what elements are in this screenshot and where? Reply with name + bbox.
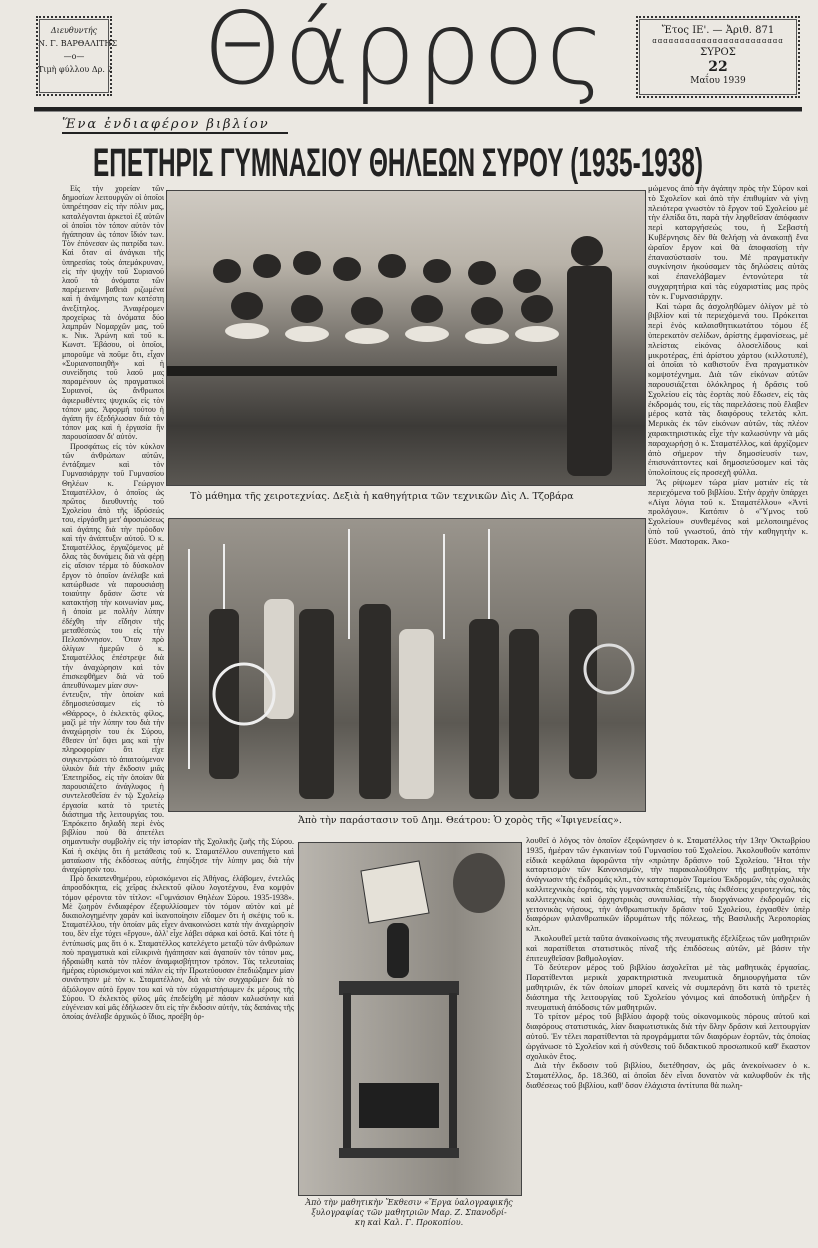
price: Τιμὴ φύλλου Δρ. 2 bbox=[38, 65, 113, 74]
photo-3-caption-line: Ἀπὸ τὴν μαθητικὴν Ἔκθεσιν «Ἔργα ὑαλογραφικῆς bbox=[305, 1198, 513, 1207]
paragraph: λουθεῖ ὁ λόγος τὸν ὁποῖον ἐξεφώνησεν ὁ κ. Σταματέλλος τὴν 13ην Ὀκτωβρίου 1935, ἡμέραν τῶν ἐγκαινίων τοῦ Γυμνασίου τοῦ Σχολείου. Ἀκολουθοῦν κατόπιν εἰδικὰ κεφάλαια ἀφορῶντα τὴν «πρώτην δρᾶσιν» τοῦ Σχολείου. Ἤτοι τὴν καταρτισμὸν τῶν Κανονισμῶν, τὴν παρακολούθησιν τῆς μαθητρίας, τὴν ἀνάγνωσιν τῆς ἐκδρομάς κλπ., τὸν καταρτισμὸν Ταμείου Ἐκδρομῶν, τὰς σχολικὰς καλλιτεχνικὰς ἑορτάς, τὰς γυμναστικὰς ἐπιδείξεις, τὰς ἐκθέσεις χειροτεχνίας, τὰς καλλιτεχνικὰς καὶ ὀρχηστρικὰς συναυλίας, τὴν διοργάνωσιν ἐκδρομῶν εἰς γειτονικὰς νήσους, τὴν ἀνθρωπιστικὴν δρᾶσιν τοῦ Σχολείου, ἐργασθὲν ὑπὲρ διαφόρων φιλανθρωπικῶν ἱδρυμάτων τῆς πόλεως, τῆς Βασιλικῆς Ἀεροπορίας κλπ. bbox=[526, 835, 810, 934]
ornament-row: ɑɑɑɑɑɑɑɑɑɑɑɑɑɑɑɑɑɑɑɑɑɑɑɑ bbox=[652, 37, 784, 45]
paragraph: Ἀκολουθεῖ μετὰ ταῦτα ἀνακοίνωσις τῆς πνευματικῆς ἐξελίξεως τῶν μαθητριῶν καὶ παρατίθεται στατιστικὸς πίναξ τῆς ἐπιδόσεως αὐτῶν, μὲ βάσιν τὴν ἐπιτευχθεῖσαν βαθμολογίαν. bbox=[526, 932, 810, 963]
masthead-right-box bbox=[636, 16, 800, 98]
paragraph: Τὸ δεύτερον μέρος τοῦ βιβλίου ἀσχολεῖται μὲ τὰς μαθητικὰς ἐργασίας. Παρατίθενται μερικὰ χαρακτηριστικὰ πνευματικὰ δημιουργήματα τῶν μαθητριῶν, ἐκ τῶν ὁποίων μπορεῖ κανεὶς νὰ συμπεράνῃ ὅτι κατὰ τὸ τριετὲς διάστημα τῆς λειτουργίας τοῦ Σχολείου γόνιμος καὶ ἀποδοτικὴ ὑπῆρξεν ἡ πνευματικὴ ἀπόδοσις τῶν μαθητριῶν. bbox=[526, 962, 810, 1012]
date-month-year: Μαΐου 1939 bbox=[690, 76, 746, 86]
article-kicker: Ἕνα ἐνδιαφέρον βιβλίον bbox=[62, 117, 288, 134]
text-column-right-bottom bbox=[526, 836, 810, 1091]
photo-student-exhibition bbox=[298, 842, 522, 1196]
paragraph: έντευξιν, τὴν ὁποίαν καὶ ἐδημοσιεύσαμεν εἰς τὸ «Θάρρος», ὁ ἐκλεκτὸς φίλος, μαζὶ μὲ τὴν λύπην του διὰ τὴν ἀναχώρησίν του ἐκ Σύρου, ἔθεσεν ὑπ' ὄψει μας καὶ τὴν πληροφορίαν ὅτι εἶχε συγκεντρώσει τὸ ἀπαιτούμενον ὑλικὸν διὰ τὴν ἔκδοσιν μιᾶς Ἐπετηρίδος, εἰς τὴν ὁποίαν θὰ παρουσιάζετο ἀνάγλυφος ἡ συντελεσθεῖσα ἐν τῷ Σχολείῳ ἐργασία κατὰ τὸ τριετὲς διάστημα τῆς λειτουργίας του. Ἐπρόκειτο δηλαδὴ περὶ ἑνὸς βιβλίου ποὺ θὰ ἀπετέλει σημαντικὴν συμβολὴν εἰς τὴν ἱστορίαν τῆς Σχολικῆς ζωῆς τῆς Σύρου. Καὶ ἡ σκέψις ὅτι ἡ μετάθεσις τοῦ κ. Σταματέλλου συνεπήγετο καὶ ματαίωσιν τῆς ἐκδόσεως αὐτῆς, ἐπηύξησε τὴν λύπην μας διὰ τὴν ἀναχώρησίν του. bbox=[62, 690, 294, 875]
photo-2-scene bbox=[169, 519, 645, 811]
paragraph: Διὰ τὴν ἔκδοσιν τοῦ βιβλίου, διετέθησαν, ὡς μᾶς ἀνεκοίνωσεν ὁ κ. Σταματέλλος, δρ. 18.360, αἱ ὁποῖαι δὲν εἶναι δυνατὸν νὰ καλυφθοῦν ἐκ τῆς διαθέσεως τοῦ βιβλίου, καθ' ὅσον ἐλάχιστα ἀντίτυπα θὰ πωλη- bbox=[526, 1060, 810, 1090]
place: ΣΥΡΟΣ bbox=[700, 47, 736, 58]
director-name: Ν. Γ. ΒΑΡΘΑΛΙΤΗΣ bbox=[38, 39, 118, 48]
photo-3-caption bbox=[298, 1198, 520, 1228]
masthead-left-box bbox=[36, 16, 118, 96]
paragraph: Ἂς ρίψωμεν τώρα μίαν ματιὰν εἰς τὰ περιεχόμενα τοῦ βιβλίου. Στὴν ἀρχὴν ὑπάρχει «Λίγα λόγια τοῦ κ. Σταματέλλου» «Ἀντὶ προλόγου». Κατόπιν ὁ «Ὕμνος τοῦ Σχολείου» συνθεμένος καὶ μελοποιημένος ὑπὸ τοῦ γνωστοῦ, ἀπὸ τὴν καθηγητὴν κ. Εὐστ. Μαστορακ. Ἀκο- bbox=[648, 476, 808, 546]
paragraph: Τὸ τρίτον μέρος τοῦ βιβλίου ἀφορᾷ τοὺς οἰκονομικοὺς πόρους αὐτοῦ καὶ διαφόρους στατιστικάς, λίαν διαφωτιστικὰς διὰ τὴν ὅλην δρᾶσιν καὶ λειτουργίαν αὐτοῦ. Ἐν τέλει παρατίθενται τὰ προγράμματα τῶν διαφόρων ἑορτῶν, τὰς ὁποίας ὠργάνωσε τὸ Σχολεῖον καὶ ἡ σύνθεσις τοῦ διδακτικοῦ προσωπικοῦ καθ' ἕκαστον σχολικὸν ἔτος. bbox=[526, 1011, 810, 1061]
photo-3-scene bbox=[299, 843, 521, 1195]
photo-1-caption: Τὸ μάθημα τῆς χειροτεχνίας. Δεξιὰ ἡ καθηγήτρια τῶν τεχνικῶν Δὶς Λ. Τζοβάρα bbox=[190, 491, 574, 502]
photo-3-caption-line: κη καὶ Καλ. Γ. Προκοπίου. bbox=[354, 1218, 464, 1227]
article-headline: ΕΠΕΤΗΡΙΣ ΓΥΜΝΑΣΙΟΥ ΘΗΛΕΩΝ ΣΥΡΟΥ (1935-1938) bbox=[93, 141, 703, 184]
paragraph: Πρὸ δεκαπενθημέρου, εὑρισκόμενοι εἰς Ἀθήνας, ἐλάβομεν, ἐντελῶς ἀπροσδόκητα, εἰς χεῖρας ἐκλεκτοῦ φίλου λογοτέχνου, ἕνα κομψὸν τόμον φέροντα τὸν τίτλον: «Γυμνάσιον Θηλέων Σύρου. 1935-1938». Μὲ ζωηρὸν ἐνδιαφέρον ἐξεφυλλίσαμεν τὸν τόμον αὐτὸν καὶ μὲ δικαιολογημένην χαρὰν καὶ ἱκανοποίησιν εἴδαμεν ὅτι ἡ σκέψις τοῦ κ. Σταματέλλου, τὴν ὁποίαν μᾶς εἶχεν ἀνακοινώσει κατὰ τὴν ἀναχώρησίν του, δὲν εἶχε τύχει «ἔργου», ἀλλ' εἶχε λάβει σάρκα καὶ ὀστᾶ. Καὶ τότε ἡ ἐντύπωσίς μας ὅτι ὁ κ. Σταματέλλος κατελέγετο μεταξὺ τῶν ἀνθρώπων ποὺ πραγματικὰ καὶ εἰλικρινὰ ἠγάπησαν καὶ ἀγαποῦν τὸν τόπον μας, ἠδραιώθη κατὰ τὸν πλέον ἀναμφισβήτητον τρόπον. Τὰς τελευταίας ἡμέρας εὑρισκόμενοι καὶ πάλιν εἰς τὴν Πρωτεύουσαν ἐπεδιώξαμεν μίαν συνάντησιν μὲ τὸν κ. Σταματέλλον, διὰ νὰ τὸν συγχαρῶμεν διὰ τὸ ἀξιόλογον αὐτὸ ἔργον του καὶ νὰ τὸν εὐχαριστήσωμεν ἐκ μέρους τῆς Σύρου. Ὁ ἐκλεκτὸς φίλος μᾶς ἐπεδείχθη μὲ πάσαν καλωσύνην καὶ εὐγένειαν καὶ μᾶς ἐδήλωσεν ὅτι εἰς τὴν ἔκδοσιν αὐτήν, τὰς δαπάνας τῆς ὁποίας ἀνέλαβε ἀρχικῶς ὁ ἴδιος, προέβη ὁρ- bbox=[62, 874, 294, 1022]
paragraph: Προσφάτως εἰς τὸν κύκλον τῶν ἀνθρώπων αὐτῶν, ἐντάξαμεν καὶ τὸν Γυμνασιάρχην τοῦ Γυμνασίου Θηλέων κ. Γεώργιον Σταματέλλον, ὁ ὁποῖος ὡς πρῶτος διευθυντὴς τοῦ Σχολείου ἀπὸ τῆς ἱδρύσεώς του, εἰργάσθη μετ' ἀφοσιώσεως καὶ ἀγάπης διὰ τὴν πρόοδον καὶ τὴν ἀνάπτυξιν αὐτοῦ. Ὁ κ. Σταματέλλος, ἐργαζόμενος μὲ ὅλας τὰς δυνάμεις διὰ νὰ φέρῃ εἰς αἴσιον τέρμα τὸ δύσκολον ἔργον τὸ ὁποῖον ἀνέλαβε καὶ κατώρθωσε νὰ παρουσιάσῃ τοιαύτην δρᾶσιν ὥστε νὰ κατακτήσῃ τὴν κοινωνίαν μας, ἡ ὁποία με πολλὴν λύπην ἐδέχθη τὴν εἴδησιν τῆς μεταθέσεώς του εἰς τὴν Πελοπόννησον. Ὅταν πρὸ ὀλίγων ἡμερῶν ὁ κ. Σταματέλλος ἐπέστρεψε διὰ τὴν ἀναχώρησιν καὶ τὸν ἐπισκεφθῆμεν διὰ νὰ τοῦ ἀπευθύνωμεν μίαν συν- bbox=[62, 441, 164, 690]
photo-3-caption-line: ξυλογραφίας τῶν μαθητριῶν Μαρ. Ζ. Σπανοδρί- bbox=[311, 1208, 507, 1217]
photo-2-caption: Ἀπὸ τὴν παράστασιν τοῦ Δημ. Θεάτρου: Ὁ χορὸς τῆς «Ἰφιγενείας». bbox=[298, 815, 622, 826]
director-label: Διευθυντής bbox=[50, 26, 98, 35]
photo-handicraft-class bbox=[166, 190, 646, 486]
paragraph: Εἰς τὴν χορείαν τῶν δημοσίων λειτουργῶν οἱ ὁποῖοι ὑπηρέτησαν εἰς τὴν πόλιν μας, καταλέγονται ἀρκετοὶ ἐξ αὐτῶν οἱ ὁποῖοι τὸν τόπον αὐτὸν τὸν ἠγάπησαν ὡς τόπον ἴδιόν των. Τὸν ἐπόνεσαν ὡς πατρίδα των. Καὶ ὅταν αἱ ἀνάγκαι τῆς ὑπηρεσίας τοὺς ἀπεμάκρυναν, εἰς τὴν ψυχὴν τοῦ Συριανοῦ λαοῦ τὰ ὀνόματα τῶν παρέμειναν βαθειὰ ριζωμένα καὶ ἡ ἀνάμνησις των κατέστη ἀνεξίτηλος. Ἀναφέρομεν προχείρως τὰ ὀνόματα δύο λαμπρῶν Νομαρχῶν μας, τοῦ κ. Νικ. Ἀρώνη καὶ τοῦ κ. Κωνστ. Ἐβάσου, οἱ ὁποῖοι, μποροῦμε νὰ ποῦμε ὅτι, εἶχαν «Συριανοποιηθῆ» καὶ ἡ συνείδησις τοῦ λαοῦ μας παραμένουν ὡς πραγματικοὶ Συριανοί, ὡς ἄνθρωποι ἀφιερωθέντες ψυχικῶς εἰς τὸν τόπον μας. Ἀφορμὴ τούτου ἡ ἀγάπη ἣν ἐξεδήλωσαν διὰ τὸν τόπον μας καὶ ἡ ἐργασία ἣν παρουσίασαν δι' αὐτόν. bbox=[62, 184, 164, 442]
photo-1-scene bbox=[167, 191, 645, 485]
paragraph: μώμενος ἀπὸ τὴν ἀγάπην πρὸς τὴν Σύρον καὶ τὸ Σχολεῖον καὶ ἀπὸ τὴν ἐπιθυμίαν νὰ γίνῃ πλειότερα γνωστὸν τὸ ἔργον τοῦ Σχολείου μὲ τὴν ἐλπίδα ὅτι, παρὰ τὴν ληφθεῖσαν ἀπόφασιν περὶ καταργήσεώς του, ἡ Σεβαστὴ Κυβέρνησις δὲν θὰ θελήσῃ νὰ ἀνακοπῇ ἕνα ὡραῖον ἔργον καὶ θὰ ἀποφασίσῃ τὴν ἐπανασύστασίν του. Μὲ πραγματικὴν συγκίνησιν ἠκούσαμεν τὰς δηλώσεις αὐτὰς καὶ ἐπανελάβαμεν ἐντονώτερα τὰ συγχαρητήρια καὶ τὰς εὐχαριστίας μας πρὸς τὸν κ. Γυμνασιάρχην. bbox=[648, 183, 808, 301]
newspaper-title: Θάρρος bbox=[203, 0, 607, 107]
separator: —ο— bbox=[63, 52, 85, 61]
issue-number: Ἔτος ΙΕ'. — Ἀριθ. 871 bbox=[661, 25, 775, 36]
text-column-right-top bbox=[648, 184, 808, 546]
paragraph: Καὶ τώρα ἂς ἀσχοληθῶμεν ὀλίγον μὲ τὸ βιβλίον καὶ τὰ περιεχόμενά του. Πρόκειται περὶ ἑνὸς καλαισθητικωτάτου τόμου ἐξ ὑπερεκατὸν σελίδων, ἀρίστης ἐμφανίσεως, μὲ πλείστας εἰκόνας ὁλοσελίδους καὶ μικροτέρας, ἐπὶ ἀρίστου χάρτου (κιλλοτυπέ), αἱ ὁποῖαι τὸ καθιστοῦν ἕνα πραγματικὸν κομψοτέχνημα. Διὰ τῶν εἰκόνων αὐτῶν παρουσιάζεται ὁλόκληρος ἡ δρᾶσις τοῦ Σχολείου εἰς τὰς ἑορτὰς ποὺ ἔδωσεν, εἰς τὰς ἐκδρομάς του, εἰς τὰς παρελάσεις ποὺ ἔλαβεν μέρος κατὰ τὰς διαφόρους τελετὰς κλπ. Μερικὰς ἐκ τῶν εἰκόνων αὐτῶν, τὰς πλέον χαρακτηριστικὰς εἶχε τὴν καλωσύνην νὰ μᾶς παραχωρήσῃ ὁ κ. Σταματέλλος, καὶ ἀρχίζομεν ἀπὸ σήμερον τὴν δημοσίευσίν των, ἐπισυνάπτοντες καὶ δημοσιεύσομεν καὶ τὰς ὑπολοίπους εἰς προσεχῆ φύλλα. bbox=[648, 300, 808, 478]
masthead-rule bbox=[34, 107, 802, 112]
date-day: 22 bbox=[708, 59, 728, 75]
photo-iphigenia-chorus bbox=[168, 518, 646, 812]
article-headline-wrapper bbox=[88, 138, 708, 184]
